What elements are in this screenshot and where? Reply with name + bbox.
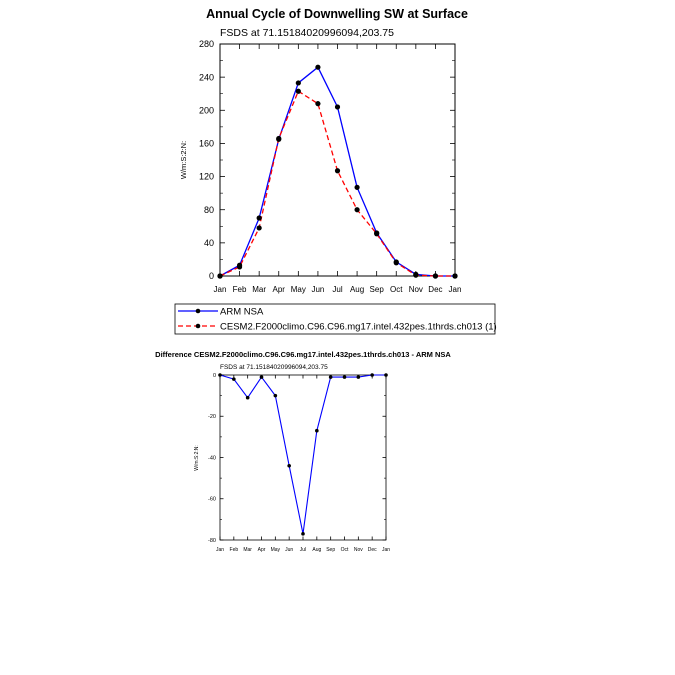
data-point bbox=[257, 215, 262, 220]
series-line-0 bbox=[220, 375, 386, 534]
y-tick-label: 160 bbox=[198, 138, 214, 149]
x-tick-label: Jan bbox=[448, 285, 462, 294]
data-point bbox=[384, 373, 388, 377]
data-point bbox=[217, 273, 222, 278]
data-point bbox=[237, 264, 242, 269]
data-point bbox=[218, 373, 222, 377]
axis-ticks bbox=[199, 39, 461, 294]
x-tick-label: Jan bbox=[213, 285, 227, 294]
x-tick-label: Oct bbox=[390, 285, 403, 294]
chart-subtitle: FSDS at 71.15184020996094,203.75 bbox=[220, 27, 394, 39]
y-tick-label: -40 bbox=[208, 455, 216, 462]
data-point bbox=[374, 231, 379, 236]
legend-marker-cesm2 bbox=[196, 324, 201, 329]
y-tick-label: 200 bbox=[198, 105, 214, 116]
data-point bbox=[315, 65, 320, 70]
x-tick-label: Dec bbox=[428, 285, 443, 294]
x-tick-label: Aug bbox=[349, 285, 365, 294]
chart-title: Difference CESM2.F2000climo.C96.C96.mg17.intel.432pes.1thrds.ch013 - ARM NSA bbox=[155, 350, 451, 359]
data-point bbox=[296, 80, 301, 85]
x-tick-label: Jan bbox=[381, 547, 391, 553]
data-point bbox=[274, 394, 278, 398]
x-tick-label: Jul bbox=[332, 285, 343, 294]
data-point bbox=[329, 375, 333, 379]
y-tick-label: -60 bbox=[208, 496, 216, 503]
data-point bbox=[257, 225, 262, 230]
difference-chart bbox=[155, 350, 451, 553]
legend-label-cesm2: CESM2.F2000climo.C96.C96.mg17.intel.432pes.1thrds.ch013 (1) bbox=[220, 321, 497, 333]
data-point bbox=[452, 273, 457, 278]
x-tick-label: May bbox=[290, 285, 306, 294]
y-tick-label: -80 bbox=[208, 537, 216, 544]
x-tick-label: May bbox=[270, 547, 281, 553]
x-tick-label: Feb bbox=[229, 547, 239, 553]
y-tick-label: 40 bbox=[203, 238, 214, 249]
chart-title: Annual Cycle of Downwelling SW at Surface bbox=[206, 7, 468, 21]
x-tick-label: Jan bbox=[215, 547, 225, 553]
x-tick-label: Jul bbox=[299, 547, 307, 553]
data-point bbox=[413, 273, 418, 278]
data-point bbox=[335, 104, 340, 109]
y-tick-label: 120 bbox=[198, 171, 214, 182]
series-line-1 bbox=[220, 91, 455, 276]
data-point bbox=[296, 89, 301, 94]
chart-subtitle: FSDS at 71.15184020996094,203.75 bbox=[220, 364, 328, 371]
x-tick-label: Sep bbox=[369, 285, 384, 294]
legend-label-arm-nsa: ARM NSA bbox=[220, 306, 264, 318]
data-point bbox=[315, 429, 319, 433]
x-tick-label: Apr bbox=[272, 285, 285, 294]
data-points bbox=[218, 373, 388, 535]
x-tick-label: Nov bbox=[408, 285, 423, 294]
data-point bbox=[301, 532, 305, 536]
x-tick-label: Nov bbox=[353, 547, 363, 553]
x-tick-label: Dec bbox=[367, 547, 377, 553]
data-point bbox=[287, 464, 291, 468]
x-tick-label: Jun bbox=[311, 285, 325, 294]
y-tick-label: 0 bbox=[208, 271, 214, 282]
x-tick-label: Mar bbox=[243, 547, 252, 553]
x-tick-label: Apr bbox=[257, 547, 266, 553]
annual-cycle-chart bbox=[175, 7, 497, 334]
x-tick-label: Feb bbox=[232, 285, 247, 294]
data-point bbox=[335, 168, 340, 173]
data-point bbox=[276, 136, 281, 141]
y-axis-label: W/m:S:2:N: bbox=[194, 445, 200, 471]
data-point bbox=[357, 375, 361, 379]
axis-ticks bbox=[208, 373, 390, 553]
data-point bbox=[315, 101, 320, 106]
data-point bbox=[343, 375, 347, 379]
legend-entry-cesm2 bbox=[178, 322, 497, 333]
y-axis-label: W/m:S:2:N: bbox=[179, 140, 188, 180]
data-point bbox=[246, 396, 250, 400]
y-tick-label: 0 bbox=[212, 372, 216, 379]
x-tick-label: Oct bbox=[340, 547, 349, 553]
data-point bbox=[260, 375, 264, 379]
data-point bbox=[232, 377, 236, 381]
legend-marker-arm-nsa bbox=[196, 309, 201, 314]
data-point bbox=[354, 185, 359, 190]
y-tick-label: -20 bbox=[208, 414, 216, 421]
legend bbox=[175, 304, 497, 334]
data-point bbox=[433, 273, 438, 278]
y-tick-label: 80 bbox=[203, 204, 214, 215]
data-point bbox=[370, 373, 374, 377]
data-points bbox=[217, 65, 457, 279]
x-tick-label: Jun bbox=[285, 547, 294, 553]
x-tick-label: Mar bbox=[252, 285, 267, 294]
data-lines bbox=[220, 375, 386, 534]
plot-frame bbox=[220, 44, 455, 276]
y-tick-label: 240 bbox=[198, 72, 214, 83]
data-point bbox=[354, 207, 359, 212]
x-tick-label: Aug bbox=[312, 547, 322, 553]
y-tick-label: 280 bbox=[198, 39, 214, 50]
data-point bbox=[394, 260, 399, 265]
x-tick-label: Sep bbox=[326, 547, 336, 553]
plot-frame bbox=[220, 375, 386, 540]
